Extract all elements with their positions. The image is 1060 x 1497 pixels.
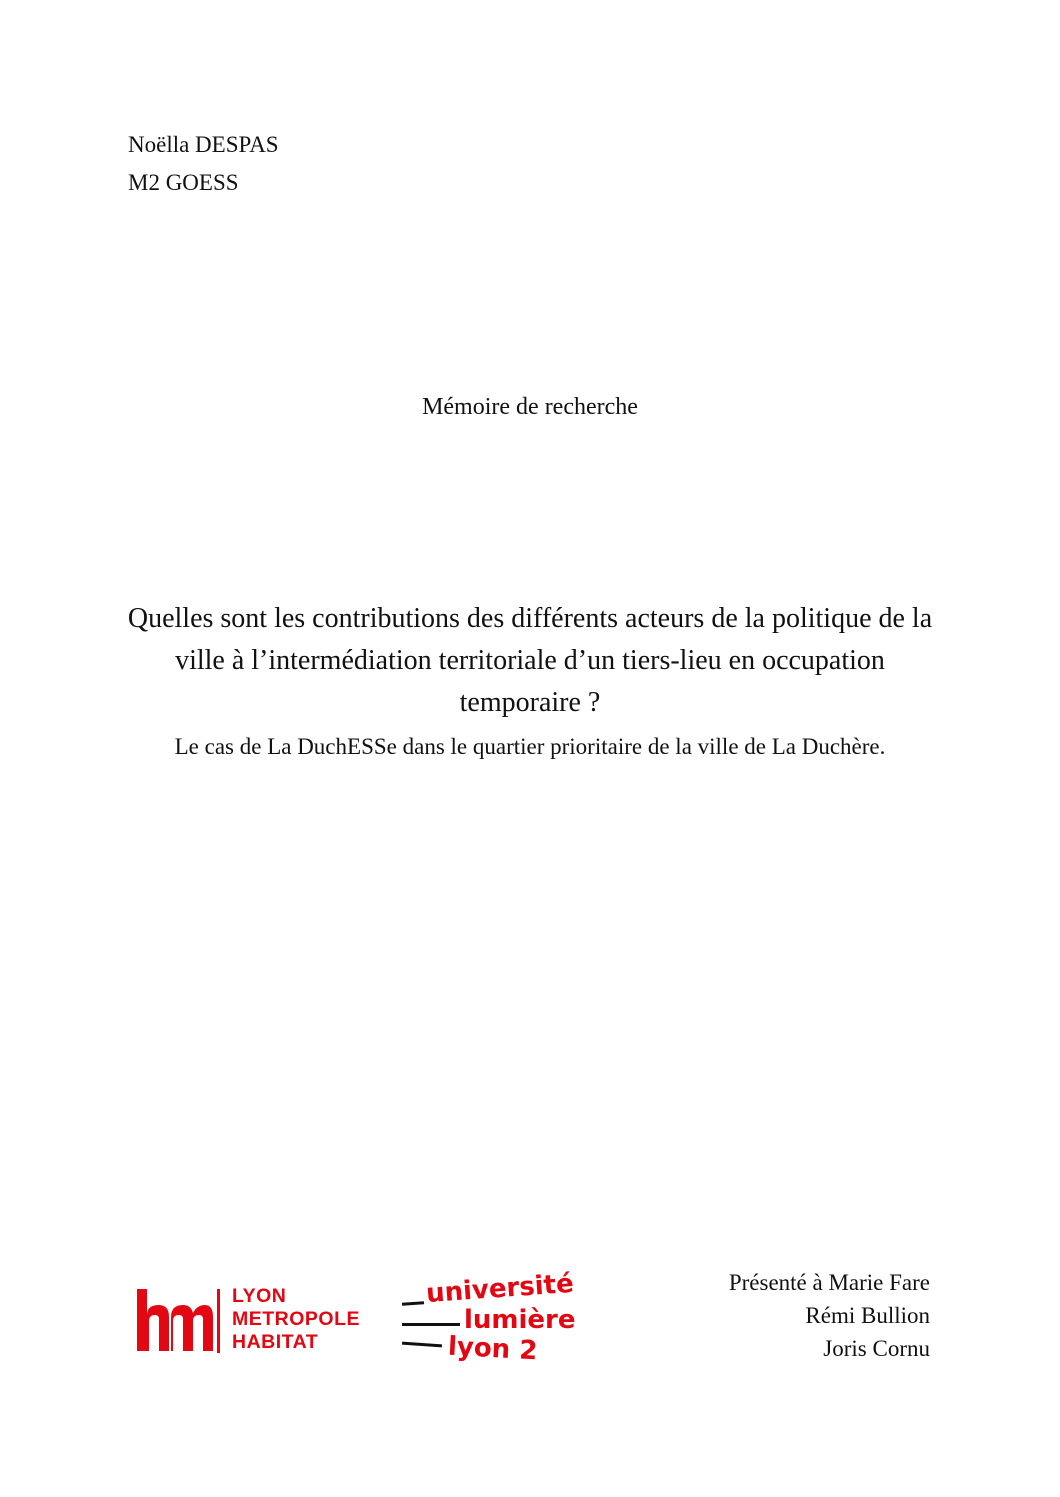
jury-line-1: Présenté à Marie Fare — [728, 1270, 930, 1295]
thesis-title: Quelles sont les contributions des différents acteurs de la politique de la ville à l’intermédiation territoriale d’un tiers-lieu en occupation temporaire ? — [127, 603, 933, 718]
author-name: Noëlla DESPAS — [128, 132, 279, 157]
lmh-wordmark — [232, 1285, 360, 1354]
author-block — [128, 126, 279, 202]
jury-line-3: Joris Cornu — [823, 1336, 930, 1361]
lmh-line-metropole: METROPOLE — [232, 1308, 361, 1330]
logo-dash — [402, 1342, 442, 1348]
lm-monogram-icon — [135, 1285, 215, 1357]
universite-lyon2-logo — [400, 1268, 605, 1368]
logo-divider — [217, 1289, 220, 1353]
lyon-metropole-habitat-logo — [135, 1285, 375, 1357]
logo-dash — [402, 1323, 460, 1326]
lmh-line-habitat: HABITAT — [232, 1331, 319, 1353]
thesis-subtitle: Le cas de La DuchESSe dans le quartier prioritaire de la ville de La Duchère. — [174, 734, 886, 759]
ul2-line-lyon2: lyon 2 — [447, 1331, 539, 1367]
ul2-line-universite: université — [425, 1268, 575, 1310]
ul2-line-lumiere: lumière — [464, 1305, 576, 1335]
jury-line-2: Rémi Bullion — [805, 1303, 930, 1328]
document-type: Mémoire de recherche — [422, 394, 638, 420]
logo-dash — [402, 1301, 424, 1306]
author-program: M2 GOESS — [128, 170, 239, 195]
lmh-line-lyon: LYON — [232, 1285, 287, 1307]
jury-block — [729, 1266, 930, 1365]
